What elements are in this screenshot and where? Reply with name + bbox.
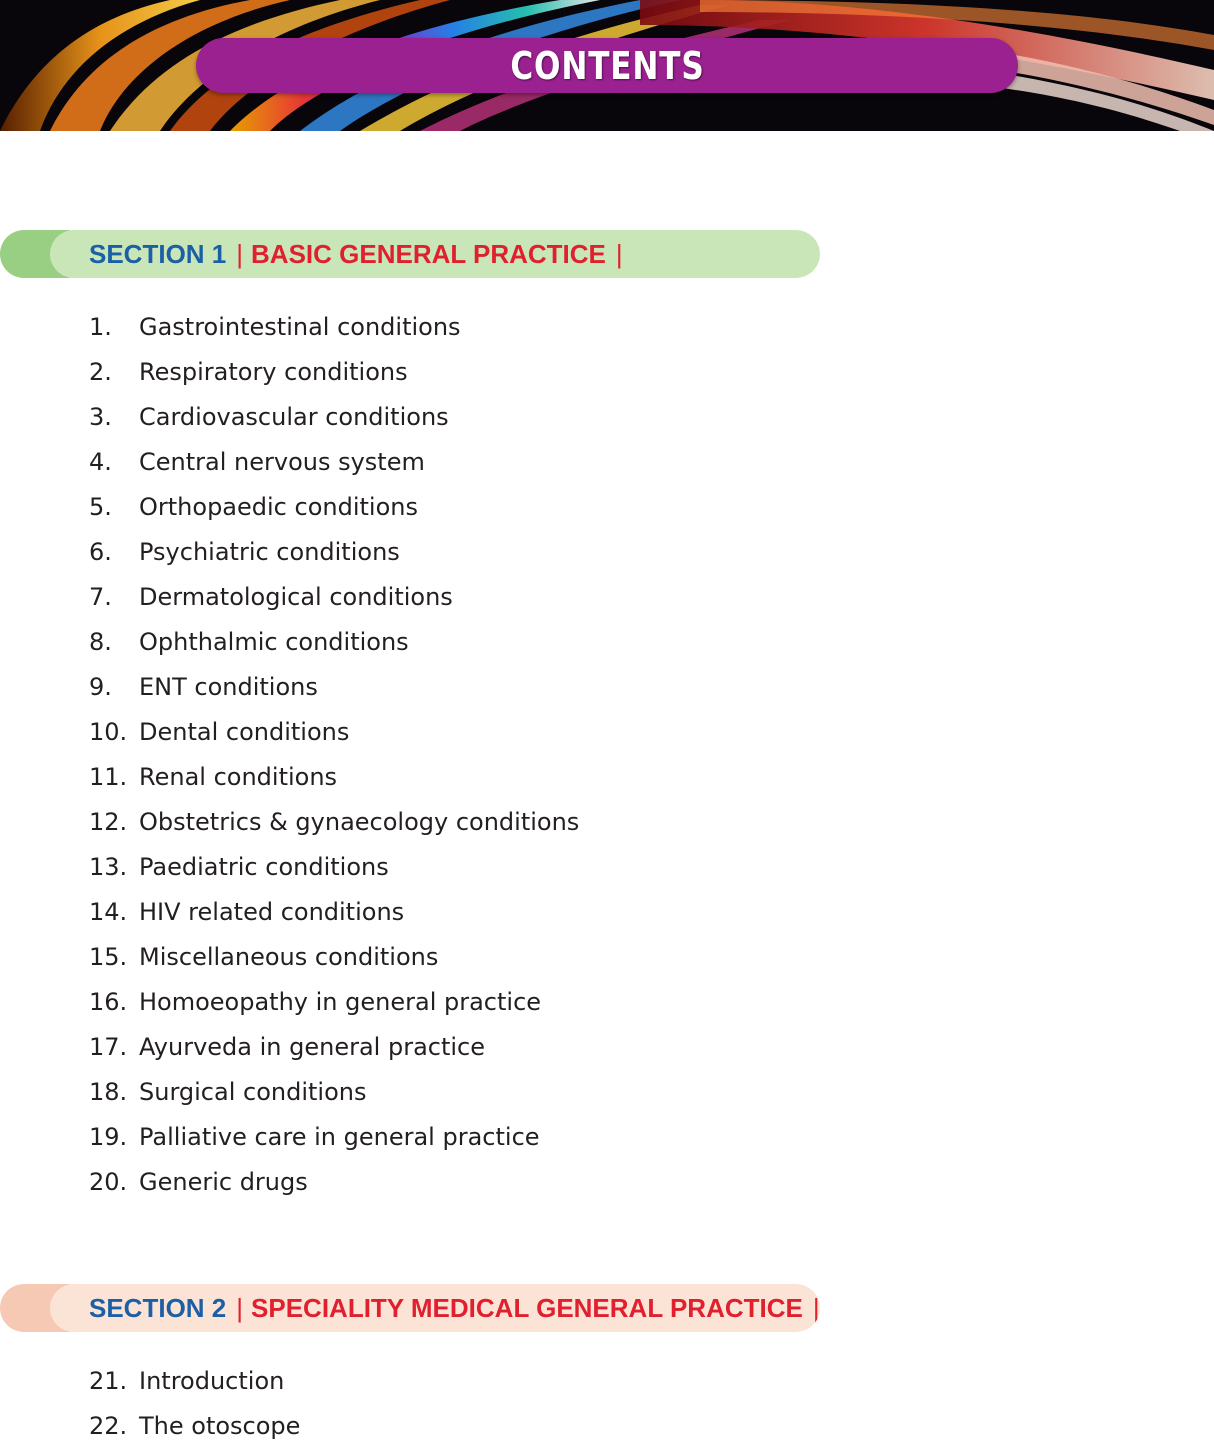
toc-item-number: 19.	[89, 1122, 128, 1151]
toc-item-number: 7.	[89, 582, 112, 611]
toc-item[interactable]	[89, 484, 579, 529]
toc-item-label: The otoscope	[139, 1411, 301, 1440]
toc-item[interactable]	[89, 439, 579, 484]
toc-item[interactable]	[89, 754, 579, 799]
section-1-separator: |	[236, 238, 244, 269]
toc-item-label: Respiratory conditions	[139, 357, 408, 386]
toc-item-number: 6.	[89, 537, 112, 566]
toc-item-number: 2.	[89, 357, 112, 386]
header-banner	[0, 0, 1214, 131]
toc-item-label: Paediatric conditions	[139, 852, 389, 881]
toc-item-number: 12.	[89, 807, 128, 836]
toc-item-number: 20.	[89, 1167, 128, 1196]
page-title: CONTENTS	[509, 43, 705, 88]
toc-item[interactable]	[89, 529, 579, 574]
section-1-title: BASIC GENERAL PRACTICE	[251, 238, 606, 269]
toc-item[interactable]	[89, 304, 579, 349]
toc-item-label: Ayurveda in general practice	[139, 1032, 486, 1061]
toc-item-label: Renal conditions	[139, 762, 338, 791]
toc-item[interactable]	[89, 1159, 579, 1204]
toc-item-number: 3.	[89, 402, 112, 431]
toc-item-number: 10.	[89, 717, 128, 746]
toc-item-label: Obstetrics & gynaecology conditions	[139, 807, 580, 836]
section-1-header-bar	[0, 230, 820, 278]
toc-item-label: Orthopaedic conditions	[139, 492, 418, 521]
section-2-label	[89, 1284, 820, 1332]
toc-item-label: Surgical conditions	[139, 1077, 367, 1106]
toc-item[interactable]	[89, 1403, 300, 1448]
toc-item-number: 5.	[89, 492, 112, 521]
toc-item[interactable]	[89, 349, 579, 394]
section-1-list	[89, 304, 579, 1204]
toc-item-number: 9.	[89, 672, 112, 701]
section-2-title: SPECIALITY MEDICAL GENERAL PRACTICE	[251, 1292, 803, 1323]
toc-item-label: Cardiovascular conditions	[139, 402, 449, 431]
toc-item[interactable]	[89, 799, 579, 844]
toc-item-number: 18.	[89, 1077, 128, 1106]
toc-item[interactable]	[89, 1114, 579, 1159]
toc-item[interactable]	[89, 1358, 300, 1403]
toc-item-label: Dental conditions	[139, 717, 350, 746]
toc-item-label: ENT conditions	[139, 672, 318, 701]
toc-item-label: Gastrointestinal conditions	[139, 312, 461, 341]
toc-item-label: Generic drugs	[139, 1167, 308, 1196]
section-2-separator: |	[236, 1292, 244, 1323]
toc-item[interactable]	[89, 979, 579, 1024]
toc-item[interactable]	[89, 574, 579, 619]
toc-item-number: 16.	[89, 987, 128, 1016]
toc-item-label: Psychiatric conditions	[139, 537, 400, 566]
toc-item-number: 11.	[89, 762, 128, 791]
toc-item-label: Homoeopathy in general practice	[139, 987, 542, 1016]
toc-item-number: 17.	[89, 1032, 128, 1061]
toc-item[interactable]	[89, 844, 579, 889]
toc-item-label: Dermatological conditions	[139, 582, 453, 611]
toc-item-label: Palliative care in general practice	[139, 1122, 540, 1151]
toc-item[interactable]	[89, 709, 579, 754]
toc-item[interactable]	[89, 619, 579, 664]
section-1-separator-end: |	[615, 238, 623, 269]
toc-item-label: HIV related conditions	[139, 897, 405, 926]
toc-item-number: 8.	[89, 627, 112, 656]
toc-item[interactable]	[89, 889, 579, 934]
toc-item-number: 1.	[89, 312, 112, 341]
section-2-list	[89, 1358, 300, 1448]
toc-item[interactable]	[89, 394, 579, 439]
toc-item[interactable]	[89, 664, 579, 709]
section-2-header-bar	[0, 1284, 820, 1332]
toc-item[interactable]	[89, 934, 579, 979]
section-1-label	[89, 230, 623, 278]
toc-item-number: 13.	[89, 852, 128, 881]
section-2-number: SECTION 2	[89, 1292, 227, 1323]
toc-item-number: 14.	[89, 897, 128, 926]
toc-item-number: 15.	[89, 942, 128, 971]
toc-item[interactable]	[89, 1069, 579, 1114]
section-2-separator-end: |	[812, 1292, 820, 1323]
toc-item-label: Introduction	[139, 1366, 285, 1395]
toc-item[interactable]	[89, 1024, 579, 1069]
toc-item-label: Central nervous system	[139, 447, 425, 476]
toc-item-number: 21.	[89, 1366, 128, 1395]
toc-item-label: Miscellaneous conditions	[139, 942, 439, 971]
title-pill	[196, 38, 1018, 93]
toc-item-number: 4.	[89, 447, 112, 476]
toc-item-number: 22.	[89, 1411, 128, 1440]
toc-item-label: Ophthalmic conditions	[139, 627, 409, 656]
section-1-number: SECTION 1	[89, 238, 227, 269]
